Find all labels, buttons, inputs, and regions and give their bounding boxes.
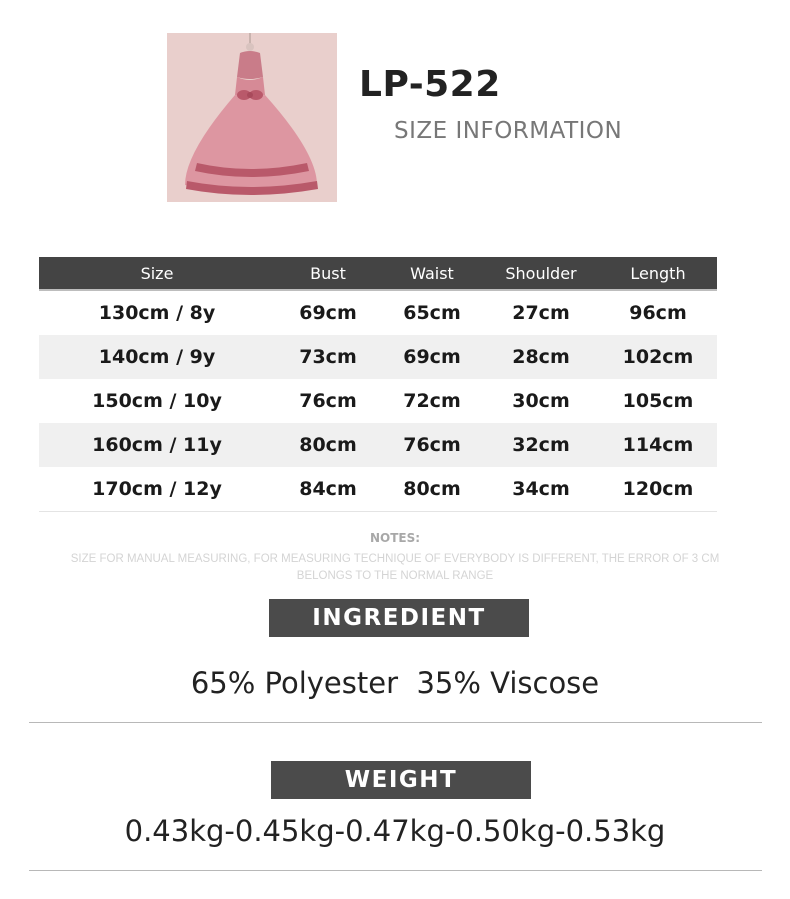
ingredient-text: 65% Polyester 35% Viscose [190, 666, 600, 700]
table-row [39, 379, 717, 423]
dress-illustration [167, 33, 337, 202]
table-header-row [39, 257, 717, 290]
cell-length: 114cm [599, 423, 717, 467]
header-waist: Waist [381, 257, 483, 290]
cell-bust: 76cm [299, 390, 357, 412]
size-information-title: SIZE INFORMATION [394, 118, 623, 144]
header-bust: Bust [275, 257, 381, 290]
cell-size: 140cm / 9y [39, 335, 275, 379]
header-size: Size [39, 257, 275, 290]
cell-shoulder: 30cm [512, 390, 570, 412]
cell-length: 105cm [622, 390, 694, 412]
ingredient-header: INGREDIENT [269, 599, 529, 637]
cell-bust: 69cm [299, 302, 357, 324]
product-code: LP-522 [359, 64, 501, 105]
cell-size: 170cm / 12y [39, 467, 275, 512]
cell-length: 96cm [629, 302, 687, 324]
cell-waist: 80cm [381, 467, 483, 512]
cell-waist: 69cm [381, 335, 483, 379]
cell-bust: 80cm [275, 423, 381, 467]
header-length: Length [599, 257, 717, 290]
divider [29, 870, 762, 871]
notes-text: SIZE FOR MANUAL MEASURING, FOR MEASURING TECHNIQUE OF EVERYBODY IS DIFFERENT, THE ERROR OF 3 CM BELONGS TO THE NORMAL RANGE [70, 553, 720, 582]
divider [29, 722, 762, 723]
weight-header: WEIGHT [271, 761, 531, 799]
cell-shoulder: 27cm [512, 302, 570, 324]
cell-shoulder: 28cm [483, 335, 599, 379]
weight-text: 0.43kg-0.45kg-0.47kg-0.50kg-0.53kg [124, 814, 666, 848]
cell-size: 160cm / 11y [39, 423, 275, 467]
cell-shoulder: 34cm [483, 467, 599, 512]
cell-waist: 65cm [403, 302, 461, 324]
cell-size: 130cm / 8y [98, 302, 216, 324]
header-shoulder: Shoulder [483, 257, 599, 290]
size-table [39, 257, 717, 512]
table-row [39, 467, 717, 512]
cell-shoulder: 32cm [483, 423, 599, 467]
cell-waist: 76cm [381, 423, 483, 467]
cell-waist: 72cm [403, 390, 461, 412]
table-row [39, 290, 717, 335]
cell-length: 102cm [599, 335, 717, 379]
table-row [39, 423, 717, 467]
cell-length: 120cm [599, 467, 717, 512]
table-row [39, 335, 717, 379]
cell-size: 150cm / 10y [92, 390, 222, 412]
cell-bust: 73cm [275, 335, 381, 379]
cell-bust: 84cm [275, 467, 381, 512]
notes-title: NOTES: [369, 531, 421, 545]
product-photo [167, 33, 337, 202]
